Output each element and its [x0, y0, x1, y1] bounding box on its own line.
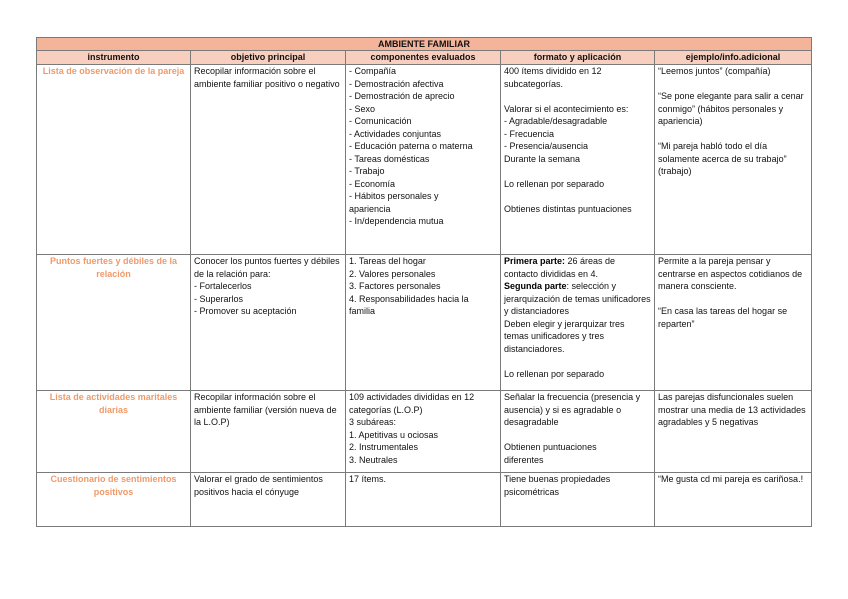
example-text: Permite a la pareja pensar y centrarse en aspectos cotidianos de manera consciente.: [658, 256, 803, 291]
list-item: 3. Neutrales: [349, 454, 398, 465]
row-objective: Valorar el grado de sentimientos positivos hacia el cónyuge: [191, 473, 346, 527]
format-text: Señalar la frecuencia (presencia y ausencia) y si es agradable o desagradable: [504, 392, 641, 427]
list-item: - Agradable/desagradable: [504, 116, 608, 126]
format-text: Lo rellenan por separado: [504, 368, 605, 379]
format-text: Lo rellenan por separado: [504, 178, 605, 189]
header-componentes: componentes evaluados: [346, 51, 501, 65]
table-row: [37, 255, 812, 391]
list-item: - Promover su aceptación: [194, 306, 297, 316]
list-item: - Sexo: [349, 103, 376, 114]
list-item: - Tareas domésticas: [349, 153, 430, 164]
list-item: - Comunicación: [349, 116, 412, 126]
header-ejemplo: ejemplo/info.adicional: [655, 51, 812, 65]
row-format: [501, 65, 655, 255]
row-components: [346, 391, 501, 473]
list-item: 2. Instrumentales: [349, 442, 419, 452]
table-row: [37, 391, 812, 473]
table-row: [37, 65, 812, 255]
example-text: “En casa las tareas del hogar se reparten”: [658, 306, 788, 329]
list-item: 4. Responsabilidades hacia la familia: [349, 293, 469, 316]
format-text: Segunda parte: selección y jerarquización de temas unificadores y distanciadores: [504, 281, 651, 316]
list-item: 1. Apetitivas u ociosas: [349, 429, 439, 440]
table-row: [37, 473, 812, 527]
row-example: [655, 65, 812, 255]
example-text: “Se pone elegante para salir a cenar conmigo” (hábitos personales y apariencia): [658, 91, 804, 126]
list-item: - Demostración de aprecio: [349, 91, 455, 101]
row-objective: [191, 255, 346, 391]
table-title: AMBIENTE FAMILIAR: [37, 38, 812, 51]
list-item: - In/dependencia mutua: [349, 216, 444, 226]
header-instrumento: instrumento: [37, 51, 191, 65]
row-example: [655, 255, 812, 391]
format-text: Primera parte: 26 áreas de contacto divididas en 4.: [504, 256, 616, 279]
components-text: 109 actividades divididas en 12 categorías (L.O.P): [349, 392, 475, 415]
list-item: - Actividades conjuntas: [349, 128, 442, 139]
list-item: 3. Factores personales: [349, 281, 441, 291]
format-text: Deben elegir y jerarquizar tres temas unificadores y tres distanciadores.: [504, 318, 625, 354]
row-instrument-name: Puntos fuertes y débiles de la relación: [37, 255, 191, 391]
row-example: “Me gusta cd mi pareja es cariñosa.!: [655, 473, 812, 527]
row-format: [501, 391, 655, 473]
row-objective: Recopilar información sobre el ambiente familiar positivo o negativo: [191, 65, 346, 255]
components-text: 3 subáreas:: [349, 417, 397, 427]
table-header-row: [37, 51, 812, 65]
row-format: Tiene buenas propiedades psicométricas: [501, 473, 655, 527]
format-text: Durante la semana: [504, 153, 581, 164]
primera-parte-label: Primera parte:: [504, 256, 566, 266]
row-instrument-name: Lista de actividades maritales diarias: [37, 391, 191, 473]
list-item: 1. Tareas del hogar: [349, 256, 426, 266]
table-title-row: [37, 38, 812, 51]
format-text: 400 ítems dividido en 12 subcategorías.: [504, 66, 602, 89]
list-item: - Compañía: [349, 66, 397, 76]
example-text: “Leemos juntos” (compañía): [658, 66, 771, 76]
row-components: [346, 65, 501, 255]
list-item: - Presencia/ausencia: [504, 141, 589, 151]
objective-text: Conocer los puntos fuertes y débiles de la relación para:: [194, 256, 340, 279]
format-text: Obtienen puntuaciones diferentes: [504, 442, 597, 465]
example-text: “Mi pareja habló todo el día solamente acerca de su trabajo” (trabajo): [658, 141, 787, 176]
row-instrument-name: Cuestionario de sentimientos positivos: [37, 473, 191, 527]
header-objetivo: objetivo principal: [191, 51, 346, 65]
segunda-parte-label: Segunda parte: [504, 281, 567, 291]
row-components: 17 ítems.: [346, 473, 501, 527]
list-item: - Superarlos: [194, 293, 244, 304]
list-item: - Economía: [349, 178, 396, 189]
row-components: [346, 255, 501, 391]
list-item: - Hábitos personales y apariencia: [349, 191, 439, 214]
list-item: - Educación paterna o materna: [349, 141, 473, 151]
format-text: Valorar si el acontecimiento es:: [504, 103, 629, 114]
row-example: Las parejas disfuncionales suelen mostrar una media de 13 actividades agradables y 5 negativas: [655, 391, 812, 473]
list-item: - Demostración afectiva: [349, 78, 444, 89]
list-item: - Fortalecerlos: [194, 281, 252, 291]
row-format: [501, 255, 655, 391]
row-objective: Recopilar información sobre el ambiente familiar (versión nueva de la L.O.P): [191, 391, 346, 473]
format-text: Obtienes distintas puntuaciones: [504, 203, 632, 214]
row-instrument-name: Lista de observación de la pareja: [37, 65, 191, 255]
list-item: 2. Valores personales: [349, 268, 436, 279]
header-formato: formato y aplicación: [501, 51, 655, 65]
list-item: - Trabajo: [349, 166, 385, 176]
list-item: - Frecuencia: [504, 128, 555, 139]
ambiente-familiar-table: [36, 37, 812, 527]
